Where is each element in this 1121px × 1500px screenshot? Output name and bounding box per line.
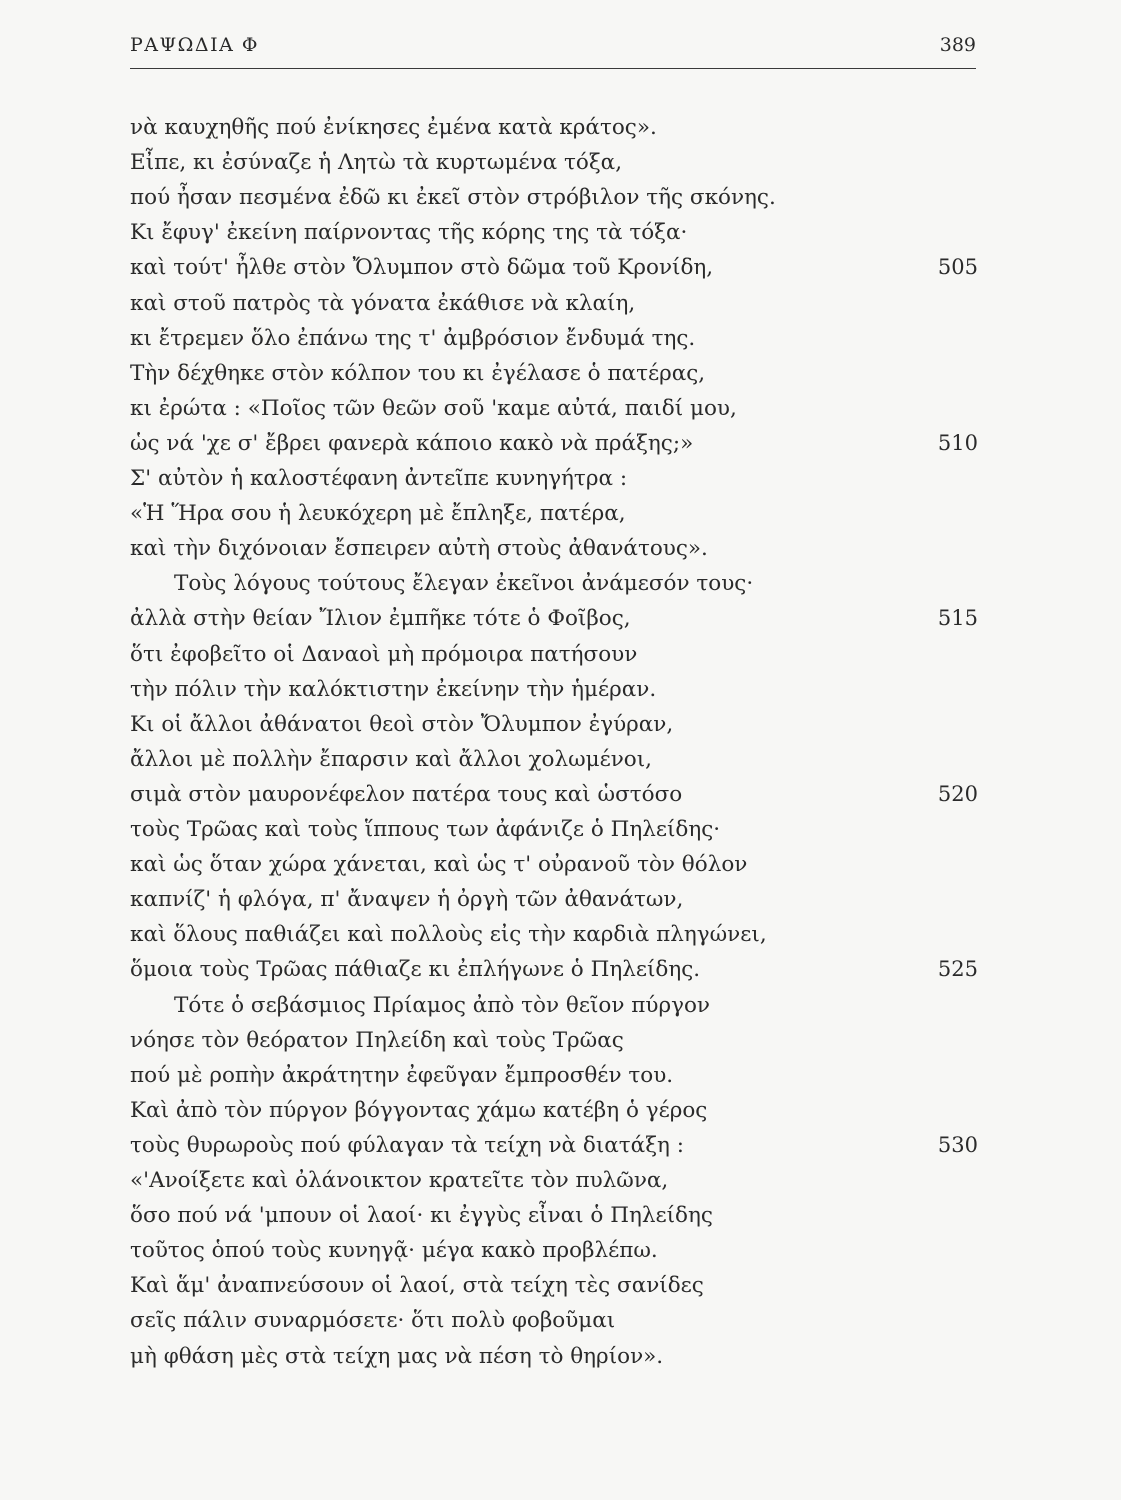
verse-line [130,1198,990,1233]
verse-line [130,601,990,636]
verse-line [130,988,990,1023]
verse-line [130,145,990,180]
verse-line [130,1058,990,1093]
verse-line [130,777,990,812]
verse-line-text: Καὶ ἅμ' ἀναπνεύσουν οἱ λαοί, στὰ τείχη τὲς σανίδες [130,1273,704,1299]
verse-line [130,637,990,672]
verse-line [130,426,990,461]
verse-line-text: Σ' αὐτὸν ἡ καλοστέφανη ἀντεῖπε κυνηγήτρα : [130,466,628,491]
verse-line [130,707,990,742]
verse-line-text: σεῖς πάλιν συναρμόσετε· ὅτι πολὺ φοβοῦμαι [130,1308,616,1334]
verse-line [130,1339,990,1374]
verse-line [130,1163,990,1198]
verse-line-text: κι ἔτρεμεν ὅλο ἐπάνω της τ' ἀμβρόσιον ἔνδυμά της. [130,325,696,351]
verse-line [130,1128,990,1163]
verse-line-text: ὅτι ἐφοβεῖτο οἱ Δαναοὶ μὴ πρόμοιρα πατήσουν [130,641,638,667]
verse-line [130,110,990,145]
verse-line-text: Τότε ὁ σεβάσμιος Πρίαμος ἀπὸ τὸν θεῖον πύργον [174,992,710,1018]
verse-line-text: «Ἡ Ἥρα σου ἡ λευκόχερη μὲ ἔπληξε, πατέρα, [130,501,626,527]
verse-line-text: Τὴν δέχθηκε στὸν κόλπον του κι ἐγέλασε ὁ πατέρας, [130,360,706,386]
verse-line [130,180,990,215]
verse-line-text: τὴν πόλιν τὴν καλόκτιστην ἐκείνην τὴν ἡμέραν. [130,676,657,702]
verse-line-text: τοὺς Τρῶας καὶ τοὺς ἵππους των ἀφάνιζε ὁ Πηλείδης· [130,817,721,842]
verse-line-text: Καὶ ἀπὸ τὸν πύργον βόγγοντας χάμω κατέβη ὁ γέρος [130,1097,708,1123]
verse-line-number: 530 [937,1132,978,1157]
verse-line-text: νὰ καυχηθῆς πού ἐνίκησες ἐμένα κατὰ κράτος». [130,115,657,140]
verse-line-text: Εἶπε, κι ἐσύναζε ἡ Λητὼ τὰ κυρτωμένα τόξα, [130,150,623,176]
verse-line [130,952,990,987]
verse-line [130,215,990,250]
verse-line [130,917,990,952]
page-number: 389 [939,34,976,56]
verse-line-number: 505 [937,255,978,280]
verse-line [130,250,990,285]
verse-line-text: σιμὰ στὸν μαυρονέφελον πατέρα τους καὶ ὡστόσο [130,781,683,807]
verse-line [130,531,990,566]
verse-line-text: καὶ στοῦ πατρὸς τὰ γόνατα ἐκάθισε νὰ κλαίη, [130,290,636,316]
verse-line [130,321,990,356]
verse-line [130,1268,990,1303]
verse-line-text: καὶ τούτ' ἦλθε στὸν Ὄλυμπον στὸ δῶμα τοῦ Κρονίδη, [130,255,714,281]
verse-line [130,391,990,426]
verse-line [130,1233,990,1268]
verse-line [130,496,990,531]
verse-line-text: καὶ ὅλους παθιάζει καὶ πολλοὺς εἰς τὴν καρδιὰ πληγώνει, [130,922,767,948]
running-head-title: ΡΑΨΩΔΙΑ Φ [130,34,259,56]
verse-line-text: πού ἦσαν πεσμένα ἐδῶ κι ἐκεῖ στὸν στρόβιλον τῆς σκόνης. [130,185,776,211]
verse-line-text: καὶ τὴν διχόνοιαν ἔσπειρεν αὐτὴ στοὺς ἀθανάτους». [130,536,708,562]
verse-line [130,847,990,882]
verse-line [130,812,990,847]
verse-line-text: μὴ φθάση μὲς στὰ τείχη μας νὰ πέση τὸ θηρίον». [130,1343,664,1369]
verse-line-text: Τοὺς λόγους τούτους ἔλεγαν ἐκεῖνοι ἀνάμεσόν τους· [174,571,754,597]
verse-line-number: 510 [937,430,978,455]
verse-line-text: ὅσο πού νά 'μπουν οἱ λαοί· κι ἐγγὺς εἶναι ὁ Πηλείδης [130,1203,713,1229]
verse-line [130,566,990,601]
verse-line-text: τοὺς θυρωροὺς πού φύλαγαν τὰ τείχη νὰ διατάξη : [130,1132,685,1158]
verse-line [130,1303,990,1338]
verse-line-text: ἀλλὰ στὴν θείαν Ἴλιον ἐμπῆκε τότε ὁ Φοῖβος, [130,606,631,632]
verse-line [130,1093,990,1128]
verse-line-number: 525 [937,957,978,982]
verse-line-text: ὅμοια τοὺς Τρῶας πάθιαζε κι ἐπλήγωνε ὁ Πηλείδης. [130,957,701,983]
verse-line-text: «'Ανοίξετε καὶ ὀλάνοικτον κρατεῖτε τὸν πυλῶνα, [130,1168,669,1193]
verse-line [130,356,990,391]
verse-line-text: Κι οἱ ἄλλοι ἀθάνατοι θεοὶ στὸν Ὄλυμπον ἐγύραν, [130,711,674,737]
verse-line-text: πού μὲ ροπὴν ἀκράτητην ἐφεῦγαν ἔμπροσθέν του. [130,1062,674,1088]
verse-line-text: κι ἐρώτα : «Ποῖος τῶν θεῶν σοῦ 'καμε αὐτά, παιδί μου, [130,395,737,421]
verse-line-text: ἄλλοι μὲ πολλὴν ἔπαρσιν καὶ ἄλλοι χολωμένοι, [130,746,652,772]
verse-line-text: ὡς νά 'χε σ' ἔβρει φανερὰ κάποιο κακὸ νὰ πράξης;» [130,430,694,456]
verse-line-text: καὶ ὡς ὅταν χώρα χάνεται, καὶ ὡς τ' οὐρανοῦ τὸν θόλον [130,852,748,878]
verse-line-text: Κι ἔφυγ' ἐκείνη παίρνοντας τῆς κόρης της τὰ τόξα· [130,220,688,246]
verse-line [130,461,990,496]
verse-line [130,882,990,917]
verse-line [130,742,990,777]
verse-line-text: νόησε τὸν θεόρατον Πηλείδη καὶ τοὺς Τρῶας [130,1027,624,1053]
verse-line [130,1023,990,1058]
verse-line [130,286,990,321]
verse-line-text: καπνίζ' ἡ φλόγα, π' ἄναψεν ἡ ὀργὴ τῶν ἀθανάτων, [130,887,684,913]
verse-line-text: τοῦτος ὁπού τοὺς κυνηγᾷ· μέγα κακὸ προβλέπω. [130,1238,658,1264]
verse-line [130,672,990,707]
verse-line-number: 520 [937,781,978,806]
verse-line-number: 515 [937,606,978,631]
